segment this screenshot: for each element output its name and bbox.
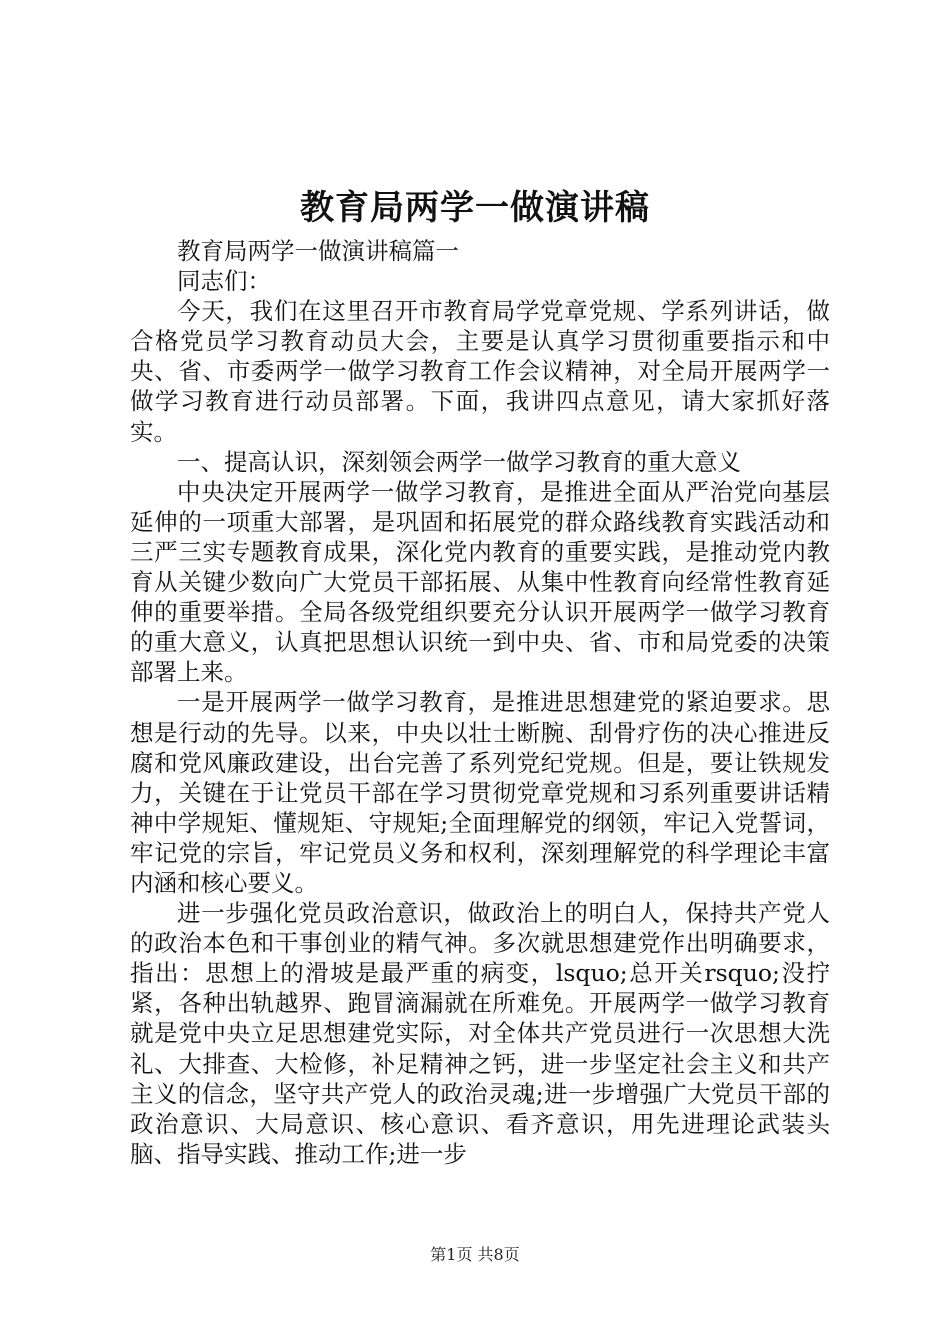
paragraph: 一是开展两学一做学习教育，是推进思想建党的紧迫要求。思想是行动的先导。以来，中央以壮士断腕、刮骨疗伤的决心推进反腐和党风廉政建设，出台完善了系列党纪党规。但是，要让铁规发力，关键在于让党员干部在学习贯彻党章党规和习系列重要讲话精神中学规矩、懂规矩、守规矩;全面理解党的纲领，牢记入党誓词，牢记党的宗旨，牢记党员义务和权利，深刻理解党的科学理论丰富内涵和核心要义。 xyxy=(130,688,830,897)
paragraph: 中央决定开展两学一做学习教育，是推进全面从严治党向基层延伸的一项重大部署，是巩固和拓展党的群众路线教育实践活动和三严三实专题教育成果，深化党内教育的重要实践，是推动党内教育从关键少数向广大党员干部拓展、从集中性教育向经常性教育延伸的重要举措。全局各级党组织要充分认识开展两学一做学习教育的重大意义，认真把思想认识统一到中央、省、市和局党委的决策部署上来。 xyxy=(130,477,830,687)
document-title: 教育局两学一做演讲稿 xyxy=(300,188,650,228)
paragraph: 进一步强化党员政治意识，做政治上的明白人，保持共产党人的政治本色和干事创业的精气神。多次就思想建党作出明确要求，指出：思想上的滑坡是最严重的病变，lsquo;总开关rsquo;没拧紧，各种出轨越界、跑冒滴漏就在所难免。开展两学一做学习教育就是党中央立足思想建党实际，对全体共产党员进行一次思想大洗礼、大排查、大检修，补足精神之钙，进一步坚定社会主义和共产主义的信念，坚守共产党人的政治灵魂;进一步增强广大党员干部的政治意识、大局意识、核心意识、看齐意识，用先进理论武装头脑、指导实践、推动工作;进一步 xyxy=(130,899,830,1168)
paragraph-salutation: 同志们： xyxy=(177,267,271,296)
paragraph-subtitle: 教育局两学一做演讲稿篇一 xyxy=(177,237,459,265)
section-heading: 一、提高认识，深刻领会两学一做学习教育的重大意义 xyxy=(177,447,741,476)
paragraph-intro: 今天，我们在这里召开市教育局学党章党规、学系列讲话，做合格党员学习教育动员大会，主要是认真学习贯彻重要指示和中央、省、市委两学一做学习教育工作会议精神，对全局开展两学一做学习教育进行动员部署。下面，我讲四点意见，请大家抓好落实。 xyxy=(130,297,830,446)
document-body xyxy=(130,236,830,1169)
page-number-footer: 第1页 共8页 xyxy=(430,1245,520,1264)
